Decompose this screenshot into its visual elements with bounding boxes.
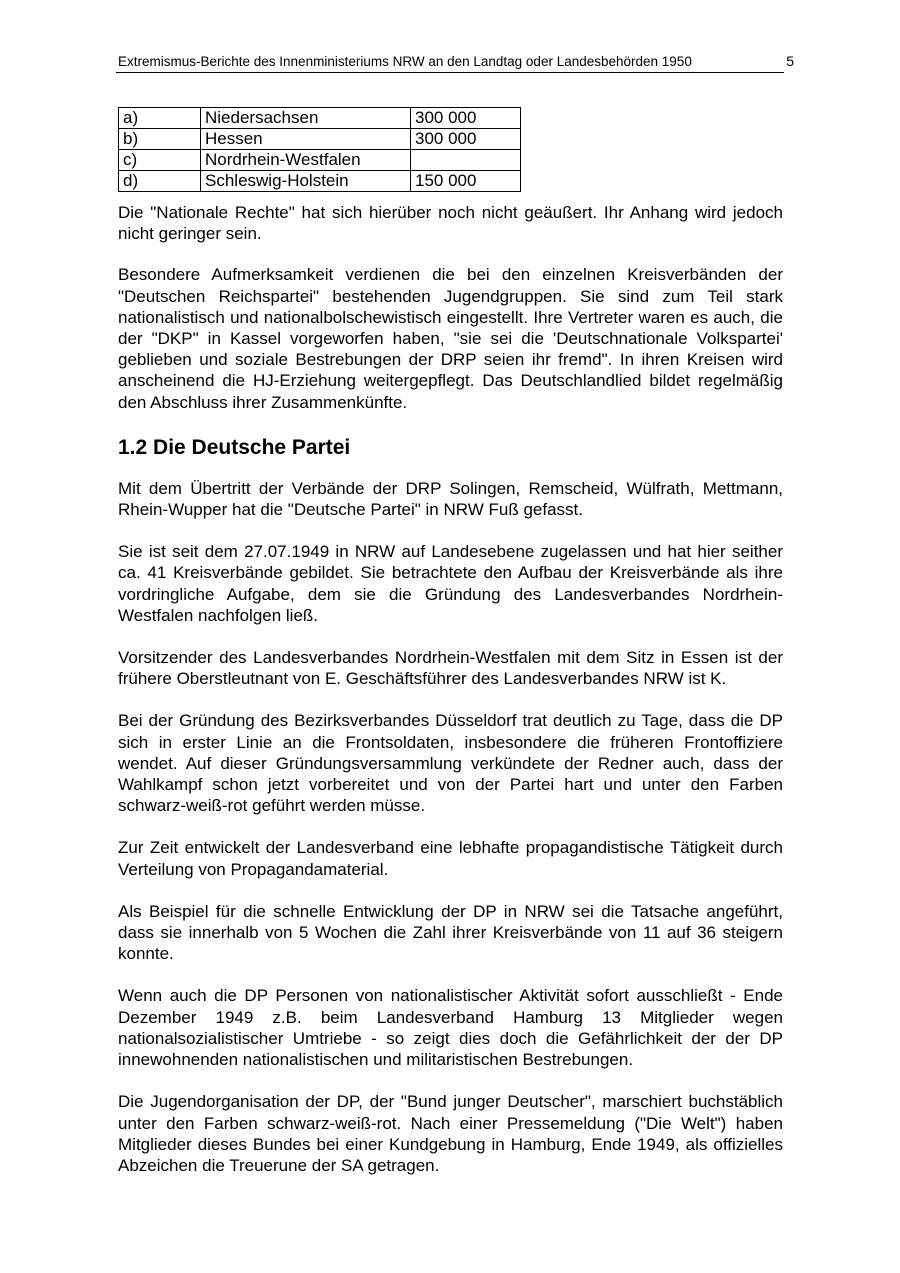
membership-table (118, 107, 521, 192)
table-row (119, 150, 521, 171)
table-cell-value (411, 150, 521, 171)
table-row (119, 129, 521, 150)
paragraph: Vorsitzender des Landesverbandes Nordrhein-Westfalen mit dem Sitz in Essen ist der frühere Oberstleutnant von E. Geschäftsführer des Landesverbandes NRW ist K. (118, 648, 783, 689)
table-cell-state: Schleswig-Holstein (201, 171, 411, 192)
table-cell-value: 150 000 (411, 171, 521, 192)
table-row (119, 108, 521, 129)
table-cell-key: b) (119, 129, 201, 150)
page-number: 5 (786, 53, 794, 69)
table-cell-key: d) (119, 171, 201, 192)
table-cell-value: 300 000 (411, 129, 521, 150)
paragraph: Die "Nationale Rechte" hat sich hierüber noch nicht geäußert. Ihr Anhang wird jedoch nicht geringer sein. (118, 203, 783, 244)
table-cell-state: Niedersachsen (201, 108, 411, 129)
table-cell-key: a) (119, 108, 201, 129)
page-header (116, 53, 794, 73)
paragraph: Bei der Gründung des Bezirksverbandes Düsseldorf trat deutlich zu Tage, dass die DP sich in erster Linie an die Frontsoldaten, insbesondere die früheren Frontoffiziere wendet. Auf dieser Gründungsversammlung verkündete der Redner auch, dass der Wahlkampf schon jetzt vorbereitet und von der Partei hart und unter den Farben schwarz-weiß-rot geführt werden müsse. (118, 711, 783, 816)
paragraph: Mit dem Übertritt der Verbände der DRP Solingen, Remscheid, Wülfrath, Mettmann, Rhein-Wupper hat die "Deutsche Partei" in NRW Fuß gefasst. (118, 478, 783, 520)
table-cell-state: Hessen (201, 129, 411, 150)
paragraph: Sie ist seit dem 27.07.1949 in NRW auf Landesebene zugelassen und hat hier seither ca. 41 Kreisverbände gebildet. Sie betrachtete den Aufbau der Kreisverbände als ihre vordringliche Aufgabe, dem sie die Gründung des Landesverbandes Nordrhein-Westfalen nachfolgen ließ. (118, 542, 783, 625)
document-body (118, 107, 783, 1176)
paragraph: Als Beispiel für die schnelle Entwicklung der DP in NRW sei die Tatsache angeführt, dass sie innerhalb von 5 Wochen die Zahl ihrer Kreisverbände von 11 auf 36 steigern konnte. (118, 901, 783, 964)
table-row (119, 171, 521, 192)
table-cell-state: Nordrhein-Westfalen (201, 150, 411, 171)
table-cell-value: 300 000 (411, 108, 521, 129)
paragraph: Die Jugendorganisation der DP, der "Bund junger Deutscher", marschiert buchstäblich unter den Farben schwarz-weiß-rot. Nach einer Pressemeldung ("Die Welt") haben Mitglieder dieses Bundes bei einer Kundgebung in Hamburg, Ende 1949, als offizielles Abzeichen die Treuerune der SA getragen. (118, 1092, 783, 1175)
paragraph: Zur Zeit entwickelt der Landesverband eine lebhafte propagandistische Tätigkeit durch Verteilung von Propagandamaterial. (118, 838, 783, 879)
paragraph: Wenn auch die DP Personen von nationalistischer Aktivität sofort ausschließt - Ende Dezember 1949 z.B. beim Landesverband Hamburg 13 Mitglieder wegen nationalsozialistischer Umtriebe - so zeigt dies doch die Gefährlichkeit der der DP innewohnenden nationalistischen und militaristischen Bestrebungen. (118, 986, 783, 1070)
running-header-title: Extremismus-Berichte des Innenministeriums NRW an den Landtag oder Landesbehörden 1950 (118, 54, 692, 69)
table-cell-key: c) (119, 150, 201, 171)
section-heading: 1.2 Die Deutsche Partei (118, 435, 351, 459)
paragraph: Besondere Aufmerksamkeit verdienen die bei den einzelnen Kreisverbänden der "Deutschen Reichspartei" bestehenden Jugendgruppen. Sie sind zum Teil stark nationalistisch und nationalbolschewistisch eingestellt. Ihre Vertreter waren es auch, die der "DKP" in Kassel vorgeworfen haben, "sie sei die 'Deutschnationale Volkspartei' geblieben und soziale Bestrebungen der DRP seien ihr fremd". In ihren Kreisen wird anscheinend die HJ-Erziehung weitergepflegt. Das Deutschlandlied bildet regelmäßig den Abschluss ihrer Zusammenkünfte. (118, 265, 783, 412)
